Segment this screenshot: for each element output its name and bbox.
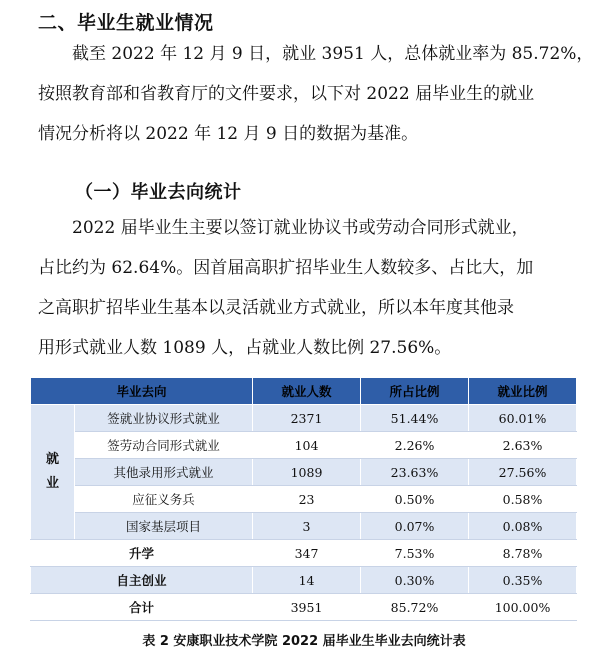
- header-count: 就业人数: [253, 378, 361, 405]
- row-count: 3: [253, 513, 361, 540]
- header-share: 所占比例: [361, 378, 469, 405]
- table-row: [31, 540, 577, 567]
- row-name: 国家基层项目: [75, 513, 253, 540]
- paragraph-line: 用形式就业人数 1089 人，占就业人数比例 27.56%。: [38, 338, 452, 358]
- row-rate: 0.08%: [469, 513, 577, 540]
- row-rate: 0.35%: [469, 567, 577, 594]
- table-row: [31, 432, 577, 459]
- paragraph-employment-summary: [0, 34, 608, 154]
- paragraph-destination: [0, 208, 608, 368]
- table-header-row: [31, 378, 577, 405]
- row-name: 合计: [31, 594, 253, 621]
- row-name: 签就业协议形式就业: [75, 405, 253, 432]
- row-rate: 27.56%: [469, 459, 577, 486]
- paragraph-line: 占比约为 62.64%。因首届高职扩招毕业生人数较多、占比大，加: [38, 258, 534, 278]
- row-name: 自主创业: [31, 567, 253, 594]
- row-rate: 2.63%: [469, 432, 577, 459]
- row-count: 2371: [253, 405, 361, 432]
- paragraph-line: 2022 届毕业生主要以签订就业协议书或劳动合同形式就业，: [72, 218, 529, 238]
- row-name: 升学: [31, 540, 253, 567]
- row-count: 1089: [253, 459, 361, 486]
- table-caption: 表 2 安康职业技术学院 2022 届毕业生毕业去向统计表: [142, 634, 466, 649]
- row-share: 0.07%: [361, 513, 469, 540]
- paragraph-line: 之高职扩招毕业生基本以灵活就业方式就业，所以本年度其他录: [38, 298, 514, 318]
- table-row: [31, 567, 577, 594]
- row-share: 2.26%: [361, 432, 469, 459]
- table-row: [31, 486, 577, 513]
- table-row: [31, 405, 577, 432]
- section-heading: 二、毕业生就业情况: [38, 12, 214, 34]
- row-rate: 8.78%: [469, 540, 577, 567]
- row-rate: 60.01%: [469, 405, 577, 432]
- row-name: 签劳动合同形式就业: [75, 432, 253, 459]
- group-label-employment: [31, 405, 75, 540]
- row-share: 7.53%: [361, 540, 469, 567]
- row-share: 85.72%: [361, 594, 469, 621]
- table-row-total: [31, 594, 577, 621]
- row-share: 0.30%: [361, 567, 469, 594]
- row-share: 23.63%: [361, 459, 469, 486]
- table-row: [31, 459, 577, 486]
- group-label-char: 就: [45, 452, 59, 467]
- paragraph-line: 情况分析将以 2022 年 12 月 9 日的数据为基准。: [38, 124, 419, 144]
- row-rate: 0.58%: [469, 486, 577, 513]
- table-row: [31, 513, 577, 540]
- row-name: 其他录用形式就业: [75, 459, 253, 486]
- paragraph-line: 按照教育部和省教育厅的文件要求，以下对 2022 届毕业生的就业: [38, 84, 535, 104]
- sub-heading: （一）毕业去向统计: [75, 182, 242, 203]
- row-count: 3951: [253, 594, 361, 621]
- destination-table: [30, 377, 577, 621]
- row-count: 104: [253, 432, 361, 459]
- header-rate: 就业比例: [469, 378, 577, 405]
- row-share: 51.44%: [361, 405, 469, 432]
- row-rate: 100.00%: [469, 594, 577, 621]
- row-count: 347: [253, 540, 361, 567]
- group-label-char: 业: [45, 476, 59, 491]
- header-destination: 毕业去向: [31, 378, 253, 405]
- paragraph-line: 截至 2022 年 12 月 9 日，就业 3951 人，总体就业率为 85.72%，: [72, 44, 594, 64]
- row-count: 23: [253, 486, 361, 513]
- row-name: 应征义务兵: [75, 486, 253, 513]
- row-count: 14: [253, 567, 361, 594]
- row-share: 0.50%: [361, 486, 469, 513]
